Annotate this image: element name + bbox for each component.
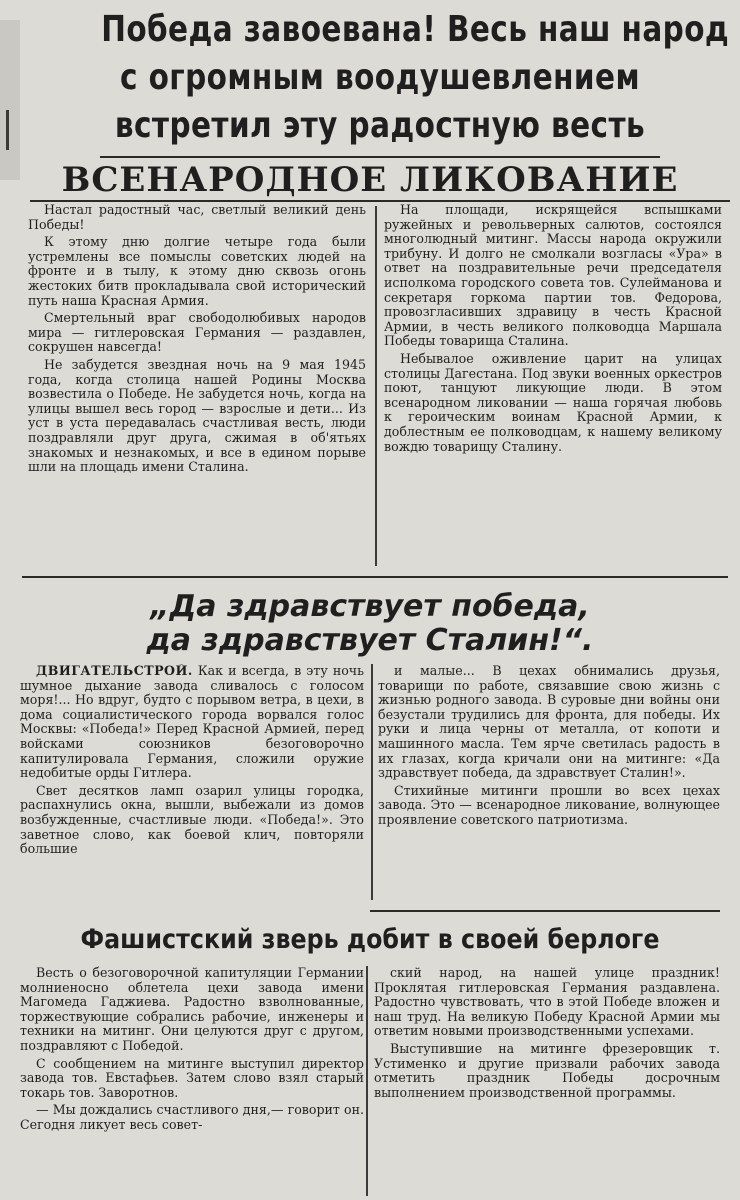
- section2-left-paragraph: Свет десятков ламп озарил улицы городка, распахнулись окна, вышли, выбежали из домов возбужденные, счастливые люди. «Победа!». Это заветное слово, как боевой клич, повторяли большие: [20, 782, 364, 857]
- section2-left-first-text: Как и всегда, в эту ночь шумное дыхание завода сливалось с голосом моря!... Но вдруг, будто с порывом ветра, в цехи, в дома социалистического города ворвался голос Москвы: «Победа!» Перед Красной Армией, перед войсками союзников безоговорочно капитулировала Германия, сложили оружие недобитые орды Гитлера.: [20, 664, 364, 781]
- article1-left-paragraph: К этому дню долгие четыре года были устремлены все помыслы советских людей на фронте и в тылу, к этому дню сквозь огонь жестоких битв прокладывала свой исторический путь наша Красная Армия.: [28, 234, 366, 308]
- section3-right-paragraph: ский народ, на нашей улице праздник! Проклятая гитлеровская Германия раздавлена. Радостно чувствовать, что в этой Победе вложен и наш труд. На великую Победу Красной Армии мы ответим новыми производственными успехами.: [374, 966, 720, 1039]
- article1-left-column: [28, 203, 366, 569]
- section3-left-paragraph: С сообщением на митинге выступил директор завода тов. Евстафьев. Затем слово взял старый токарь тов. Заворотнов.: [20, 1055, 364, 1100]
- section2-right-paragraph: и малые... В цехах обнимались друзья, товарищи по работе, связавшие свою жизнь с жизнью родного завода. В суровые дни войны они безустали трудились для фронта, для победы. Их руки и лица черны от металла, от копоти и машинного масла. Тем ярче светилась радость в их глазах, когда кричали они на митинге: «Да здравствует победа, да здравствует Сталин!».: [378, 664, 720, 781]
- article1-left-paragraph: Настал радостный час, светлый великий день Победы!: [28, 203, 366, 232]
- article1-left-paragraph: Смертельный враг свободолюбивых народов мира — гитлеровская Германия — раздавлен, сокрушен навсегда!: [28, 310, 366, 355]
- section2-left-column: [20, 664, 364, 904]
- headline-line-3: встретил эту радостную весть: [114, 105, 646, 146]
- section3-column-divider: [366, 966, 368, 1196]
- article1-right-paragraph: Небывалое оживление царит на улицах столицы Дагестана. Под звуки военных оркестров поют, танцуют ликующие люди. В этом всенародном ликовании — наша горячая любовь к героическим воинам Красной Армии, к доблестным ее полководцам, к нашему великому вождю товарищу Сталину.: [384, 350, 722, 454]
- section2-right-paragraph: Стихийные митинги прошли во всех цехах завода. Это — всенародное ликование, волнующее проявление советского патриотизма.: [378, 782, 720, 827]
- section2-title-line-2: да здравствует Сталин!“.: [146, 623, 594, 658]
- section3-title: Фашистский зверь добит в своей берлоге: [80, 924, 660, 955]
- section2-left-paragraph: [20, 664, 364, 781]
- section-divider: [22, 576, 728, 578]
- section2-title-line-1: „Да здравствует победа,: [150, 589, 590, 624]
- section3-top-rule: [370, 910, 720, 912]
- torn-edge-mark: [0, 20, 20, 180]
- banner-title: ВСЕНАРОДНОЕ ЛИКОВАНИЕ: [61, 160, 679, 200]
- section3-left-paragraph: — Мы дождались счастливого дня,— говорит он. Сегодня ликует весь совет-: [20, 1102, 364, 1132]
- article1-right-paragraph: На площади, искрящейся вспышками ружейных и револьверных салютов, состоялся многолюдный митинг. Массы народа окружили трибуну. И долго не смолкали возгласы «Ура» в ответ на поздравительные речи председателя исполкома городского совета тов. Сулейманова и секретаря горкома партии тов. Федорова, провозгласивших здравицу в честь Красной Армии, в честь великого полководца Маршала Победы товарища Сталина.: [384, 203, 722, 349]
- section3-right-column: [374, 966, 720, 1196]
- section3-left-column: [20, 966, 364, 1196]
- section3-left-paragraph: Весть о безоговорочной капитуляции Германии молниеносно облетела цехи завода имени Магомеда Гаджиева. Радостно взволнованные, торжествующие собрались рабочие, инженеры и техники на митинг. Они целуются друг с другом, поздравляют с Победой.: [20, 966, 364, 1053]
- article1-left-paragraph: Не забудется звездная ночь на 9 мая 1945 года, когда столица нашей Родины Москва возвестила о Победе. Не забудется ночь, когда на улицы вышел весь город — взрослые и дети... Из уст в уста передавалась счастливая весть, люди поздравляли друг друга, сжимая в об'ятьях знакомых и незнакомых, и все в едином порыве шли на площадь имени Сталина.: [28, 356, 366, 475]
- section2-right-column: [378, 664, 720, 904]
- main-headline: [101, 6, 730, 150]
- section3-right-paragraph: Выступившие на митинге фрезеровщик т. Устименко и другие призвали рабочих завода отметить праздник Победы досрочным выполнением производственной программы.: [374, 1040, 720, 1100]
- headline-line-2: с огромным воодушевлением: [119, 57, 641, 98]
- article1-column-divider: [375, 206, 377, 566]
- section2-dateline: ДВИГАТЕЛЬСТРОЙ.: [36, 664, 193, 678]
- section2-column-divider: [371, 664, 373, 900]
- article1-right-column: [384, 203, 722, 569]
- headline-line-1: Победа завоевана! Весь наш народ: [101, 9, 730, 50]
- banner-rule: [30, 200, 730, 202]
